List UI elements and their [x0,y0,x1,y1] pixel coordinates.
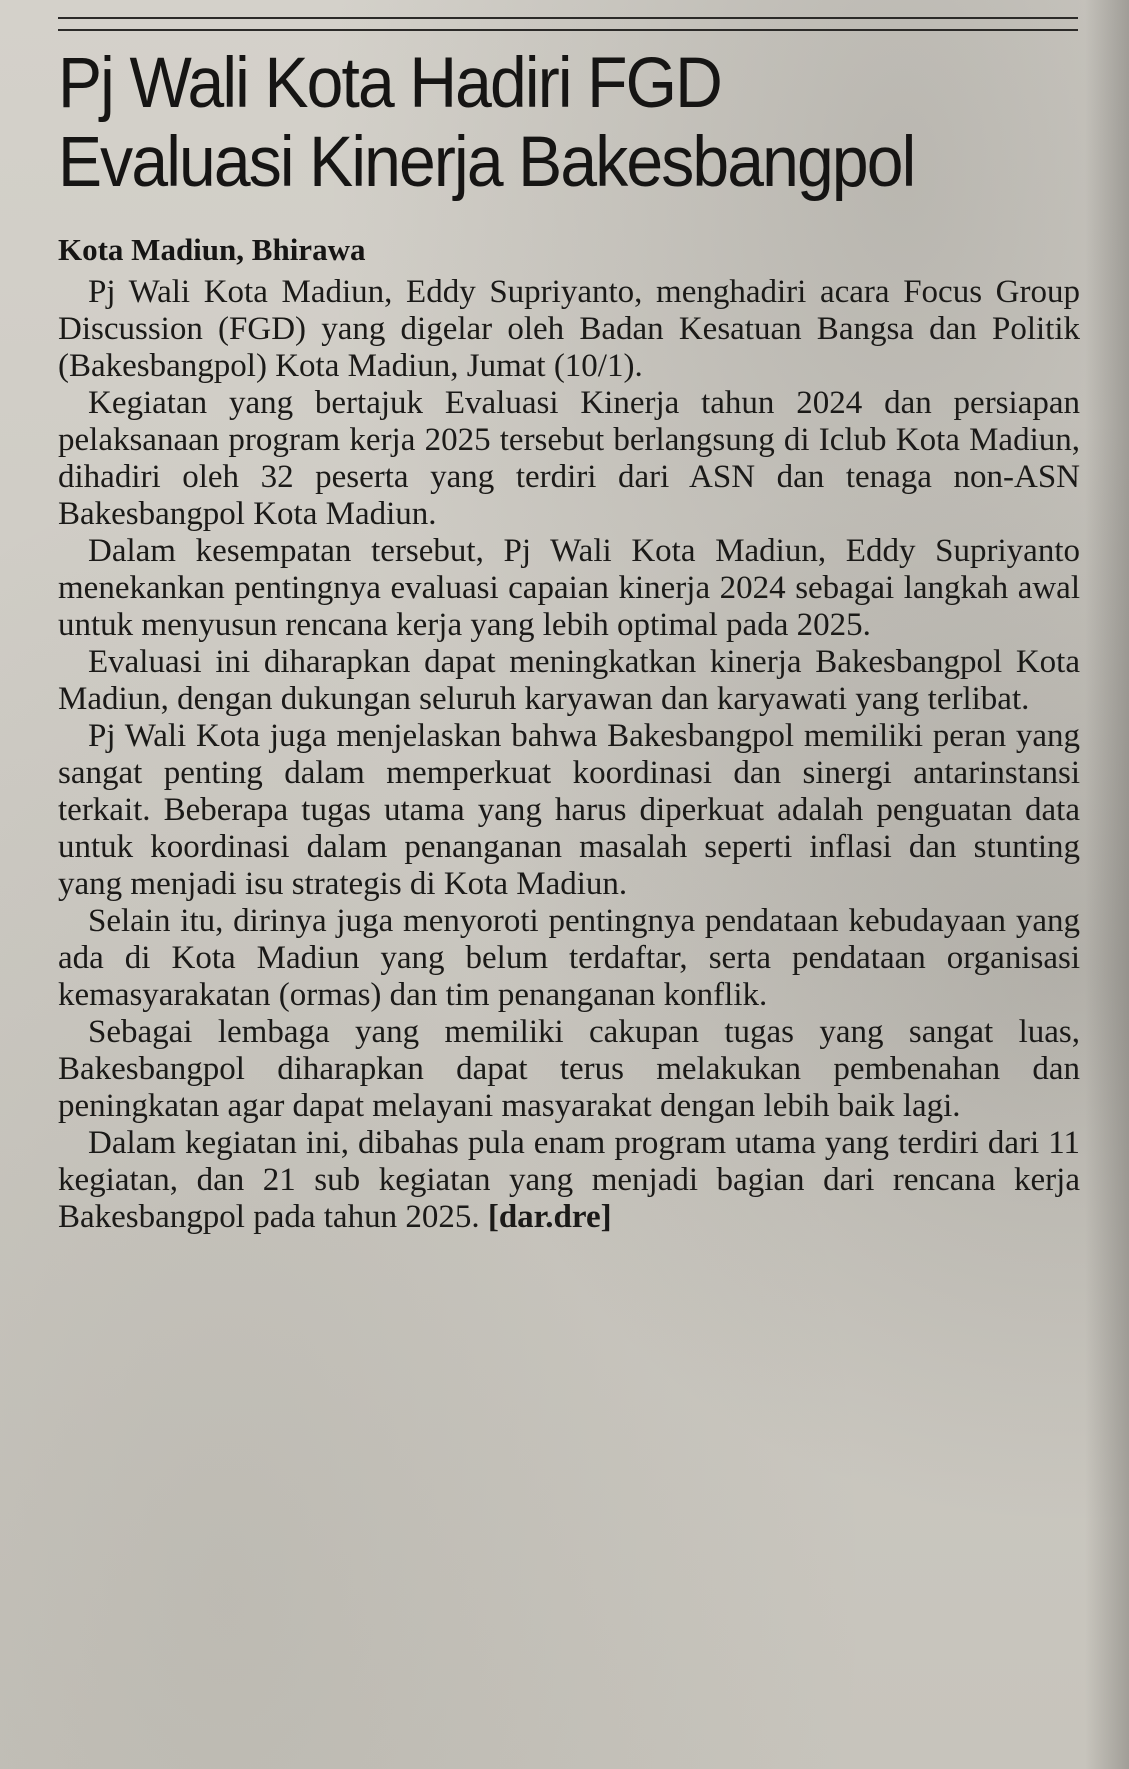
paragraph-last [58,1125,1080,1236]
author-signature: [dar.dre] [487,1199,612,1235]
adjacent-column-shadow [1085,0,1129,1769]
dateline: Kota Madiun, Bhirawa [58,232,366,267]
headline-line-2: Evaluasi Kinerja Bakesbangpol [58,123,915,202]
headline-line-1: Pj Wali Kota Hadiri FGD [58,44,721,123]
top-rule-second [58,29,1078,31]
headline [58,44,1007,202]
paragraph: Kegiatan yang bertajuk Evaluasi Kinerja tahun 2024 dan persiapan pelaksanaan program kerja 2025 tersebut berlangsung di Iclub Kota Madiun, dihadiri oleh 32 peserta yang terdiri dari ASN dan tenaga non-ASN Bakesbangpol Kota Madiun. [58,385,1080,532]
paragraph: Dalam kesempatan tersebut, Pj Wali Kota Madiun, Eddy Supriyanto menekankan pentingnya evaluasi capaian kinerja 2024 sebagai langkah awal untuk menyusun rencana kerja yang lebih optimal pada 2025. [58,533,1080,643]
paragraph: Selain itu, dirinya juga menyoroti pentingnya pendataan kebudayaan yang ada di Kota Madiun yang belum terdaftar, serta pendataan organisasi kemasyarakatan (ormas) dan tim penanganan konflik. [58,903,1080,1013]
top-rule [58,17,1078,19]
paragraph-last-text: Dalam kegiatan ini, dibahas pula enam program utama yang terdiri dari 11 kegiatan, dan 21 sub kegiatan yang menjadi bagian dari rencana kerja Bakesbangpol pada tahun 2025. [58,1125,1080,1235]
article-body [58,274,1080,1236]
paragraph: Sebagai lembaga yang memiliki cakupan tugas yang sangat luas, Bakesbangpol diharapkan dapat terus melakukan pembenahan dan peningkatan agar dapat melayani masyarakat dengan lebih baik lagi. [58,1014,1080,1124]
paragraph: Evaluasi ini diharapkan dapat meningkatkan kinerja Bakesbangpol Kota Madiun, dengan dukungan seluruh karyawan dan karyawati yang terlibat. [58,644,1080,717]
paragraph: Pj Wali Kota Madiun, Eddy Supriyanto, menghadiri acara Focus Group Discussion (FGD) yang digelar oleh Badan Kesatuan Bangsa dan Politik (Bakesbangpol) Kota Madiun, Jumat (10/1). [58,274,1080,384]
paragraph: Pj Wali Kota juga menjelaskan bahwa Bakesbangpol memiliki peran yang sangat penting dalam memperkuat koordinasi dan sinergi antarinstansi terkait. Beberapa tugas utama yang harus diperkuat adalah penguatan data untuk koordinasi dalam penanganan masalah seperti inflasi dan stunting yang menjadi isu strategis di Kota Madiun. [58,718,1080,902]
